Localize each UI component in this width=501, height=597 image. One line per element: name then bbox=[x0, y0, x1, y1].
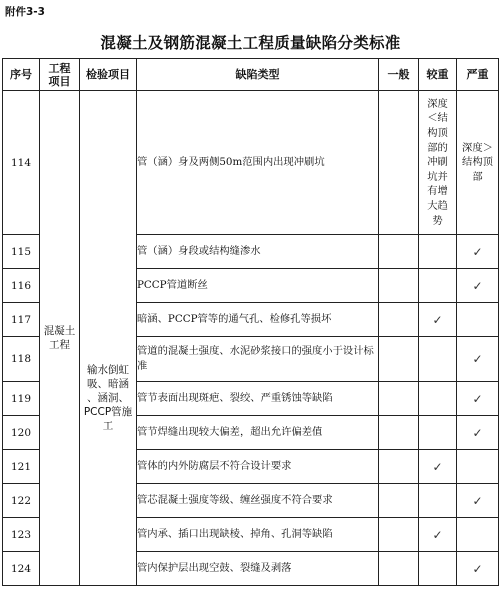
severe-cell bbox=[457, 450, 499, 484]
row-number: 124 bbox=[3, 552, 40, 586]
inspection-item-cell: 输水倒虹 吸、暗涵 、涵洞、 PCCP管施 工 bbox=[80, 91, 137, 586]
defect-description: 管道的混凝土强度、水泥砂浆接口的强度小于设计标准 bbox=[137, 337, 379, 382]
check-mark-icon: ✓ bbox=[472, 493, 483, 508]
header-inspection-item: 检验项目 bbox=[80, 59, 137, 91]
severe-cell bbox=[457, 382, 499, 416]
general-cell bbox=[379, 416, 419, 450]
serious-cell bbox=[419, 518, 457, 552]
row-number: 115 bbox=[3, 235, 40, 269]
serious-cell bbox=[419, 416, 457, 450]
serious-cell bbox=[419, 337, 457, 382]
general-cell bbox=[379, 91, 419, 235]
serious-cell bbox=[419, 91, 457, 235]
check-mark-icon: ✓ bbox=[472, 391, 483, 406]
serious-cell bbox=[419, 552, 457, 586]
annex-label: 附件3-3 bbox=[5, 6, 45, 18]
header-serious: 较重 bbox=[419, 59, 457, 91]
general-cell bbox=[379, 235, 419, 269]
severe-cell bbox=[457, 235, 499, 269]
row-number: 120 bbox=[3, 416, 40, 450]
row-number: 114 bbox=[3, 91, 40, 235]
table-row bbox=[3, 91, 499, 235]
defect-description: 管节表面出现斑疤、裂绞、严重锈蚀等缺陷 bbox=[137, 382, 379, 416]
severe-cell bbox=[457, 337, 499, 382]
defect-description: 暗涵、PCCP管等的通气孔、检修孔等损坏 bbox=[137, 303, 379, 337]
check-mark-icon: ✓ bbox=[472, 425, 483, 440]
defect-description: 管体的内外防腐层不符合设计要求 bbox=[137, 450, 379, 484]
severe-cell bbox=[457, 518, 499, 552]
serious-cell bbox=[419, 382, 457, 416]
header-no: 序号 bbox=[3, 59, 40, 91]
defect-description: 管（涵）身及两侧50m范围内出现冲刷坑 bbox=[137, 91, 379, 235]
general-cell bbox=[379, 518, 419, 552]
document-title: 混凝土及钢筋混凝土工程质量缺陷分类标准 bbox=[100, 34, 401, 52]
check-mark-icon: ✓ bbox=[432, 459, 443, 474]
severe-cell bbox=[457, 269, 499, 303]
check-mark-icon: ✓ bbox=[472, 561, 483, 576]
severe-cell bbox=[457, 303, 499, 337]
general-cell bbox=[379, 382, 419, 416]
serious-cell bbox=[419, 303, 457, 337]
general-cell bbox=[379, 337, 419, 382]
defect-description: 管芯混凝土强度等级、缠丝强度不符合要求 bbox=[137, 484, 379, 518]
header-defect-type: 缺陷类型 bbox=[137, 59, 379, 91]
check-mark-icon: ✓ bbox=[472, 352, 483, 366]
defect-description: PCCP管道断丝 bbox=[137, 269, 379, 303]
serious-cell bbox=[419, 484, 457, 518]
check-mark-icon: ✓ bbox=[472, 244, 483, 259]
category-cell: 混凝土 工程 bbox=[40, 91, 80, 586]
row-number: 118 bbox=[3, 337, 40, 382]
row-number: 117 bbox=[3, 303, 40, 337]
defect-description: 管内承、插口出现缺棱、掉角、孔洞等缺陷 bbox=[137, 518, 379, 552]
severe-cell bbox=[457, 552, 499, 586]
serious-criterion: 深度 ＜结 构顶 部的 冲刷 坑并 有增 大趋 势 bbox=[427, 97, 448, 227]
header-severe: 严重 bbox=[457, 59, 499, 91]
severe-cell bbox=[457, 416, 499, 450]
general-cell bbox=[379, 552, 419, 586]
row-number: 116 bbox=[3, 269, 40, 303]
check-mark-icon: ✓ bbox=[432, 312, 443, 327]
header-general: 一般 bbox=[379, 59, 419, 91]
check-mark-icon: ✓ bbox=[472, 278, 483, 293]
severe-cell bbox=[457, 91, 499, 235]
row-number: 122 bbox=[3, 484, 40, 518]
serious-cell bbox=[419, 235, 457, 269]
row-number: 121 bbox=[3, 450, 40, 484]
general-cell bbox=[379, 450, 419, 484]
defect-description: 管节焊缝出现较大偏差，超出允许偏差值 bbox=[137, 416, 379, 450]
severe-criterion: 深度＞ 结构顶 部 bbox=[462, 141, 493, 183]
defect-classification-table bbox=[2, 58, 499, 586]
serious-cell bbox=[419, 269, 457, 303]
defect-description: 管内保护层出现空鼓、裂缝及剥落 bbox=[137, 552, 379, 586]
header-row bbox=[3, 59, 499, 91]
general-cell bbox=[379, 269, 419, 303]
serious-cell bbox=[419, 450, 457, 484]
check-mark-icon: ✓ bbox=[432, 527, 443, 542]
row-number: 119 bbox=[3, 382, 40, 416]
severe-cell bbox=[457, 484, 499, 518]
row-number: 123 bbox=[3, 518, 40, 552]
general-cell bbox=[379, 484, 419, 518]
general-cell bbox=[379, 303, 419, 337]
defect-description: 管（涵）身段或结构缝渗水 bbox=[137, 235, 379, 269]
header-category: 工程 项目 bbox=[40, 59, 80, 91]
